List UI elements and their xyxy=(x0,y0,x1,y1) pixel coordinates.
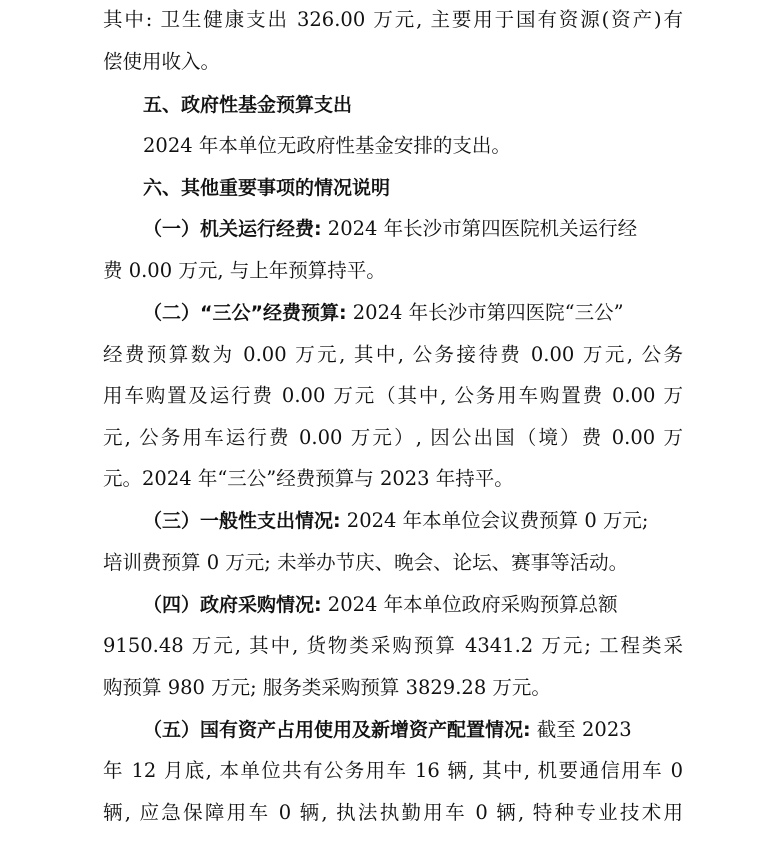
subsection-5 xyxy=(143,715,683,745)
section-heading-5: 五、政府性基金预算支出 xyxy=(143,94,353,116)
subsection-label: （二）“三公”经费预算: xyxy=(143,302,347,324)
text-line: 年 12 月底, 本单位共有公务用车 16 辆, 其中, 机要通信用车 0 xyxy=(103,759,683,782)
text-line: 其中: 卫生健康支出 326.00 万元, 主要用于国有资源(资产)有 xyxy=(103,8,683,31)
subsection-3 xyxy=(143,506,683,536)
text-line: 经费预算数为 0.00 万元, 其中, 公务接待费 0.00 万元, 公务 xyxy=(103,343,683,366)
section-heading-6: 六、其他重要事项的情况说明 xyxy=(143,177,391,199)
text-line: 费 0.00 万元, 与上年预算持平。 xyxy=(103,259,386,282)
subsection-1 xyxy=(143,214,683,244)
text-line: 9150.48 万元, 其中, 货物类采购预算 4341.2 万元; 工程类采 xyxy=(103,634,683,657)
text-line: 购预算 980 万元; 服务类采购预算 3829.28 万元。 xyxy=(103,676,551,699)
text-line: 元。2024 年“三公”经费预算与 2023 年持平。 xyxy=(103,467,514,490)
text-line: 元, 公务用车运行费 0.00 万元）, 因公出国（境）费 0.00 万 xyxy=(103,426,683,449)
subsection-label: （三）一般性支出情况: xyxy=(143,510,341,532)
subsection-text: 2024 年本单位会议费预算 0 万元; xyxy=(340,509,649,532)
subsection-text: 2024 年长沙市第四医院机关运行经 xyxy=(321,217,638,240)
subsection-label: （一）机关运行经费: xyxy=(143,218,322,240)
subsection-text: 2024 年长沙市第四医院“三公” xyxy=(346,301,624,324)
text-line: 培训费预算 0 万元; 未举办节庆、晚会、论坛、赛事等活动。 xyxy=(103,551,629,574)
subsection-text: 2024 年本单位政府采购预算总额 xyxy=(321,593,618,616)
subsection-label: （四）政府采购情况: xyxy=(143,594,322,616)
subsection-label: （五）国有资产占用使用及新增资产配置情况: xyxy=(143,719,531,741)
text-line: 用车购置及运行费 0.00 万元（其中, 公务用车购置费 0.00 万 xyxy=(103,384,683,407)
text-line: 2024 年本单位无政府性基金安排的支出。 xyxy=(143,134,511,157)
text-line: 辆, 应急保障用车 0 辆, 执法执勤用车 0 辆, 特种专业技术用 xyxy=(103,801,683,824)
subsection-4 xyxy=(143,590,683,620)
text-line: 偿使用收入。 xyxy=(103,50,221,73)
subsection-text: 截至 2023 xyxy=(530,718,632,741)
subsection-2 xyxy=(143,298,683,328)
